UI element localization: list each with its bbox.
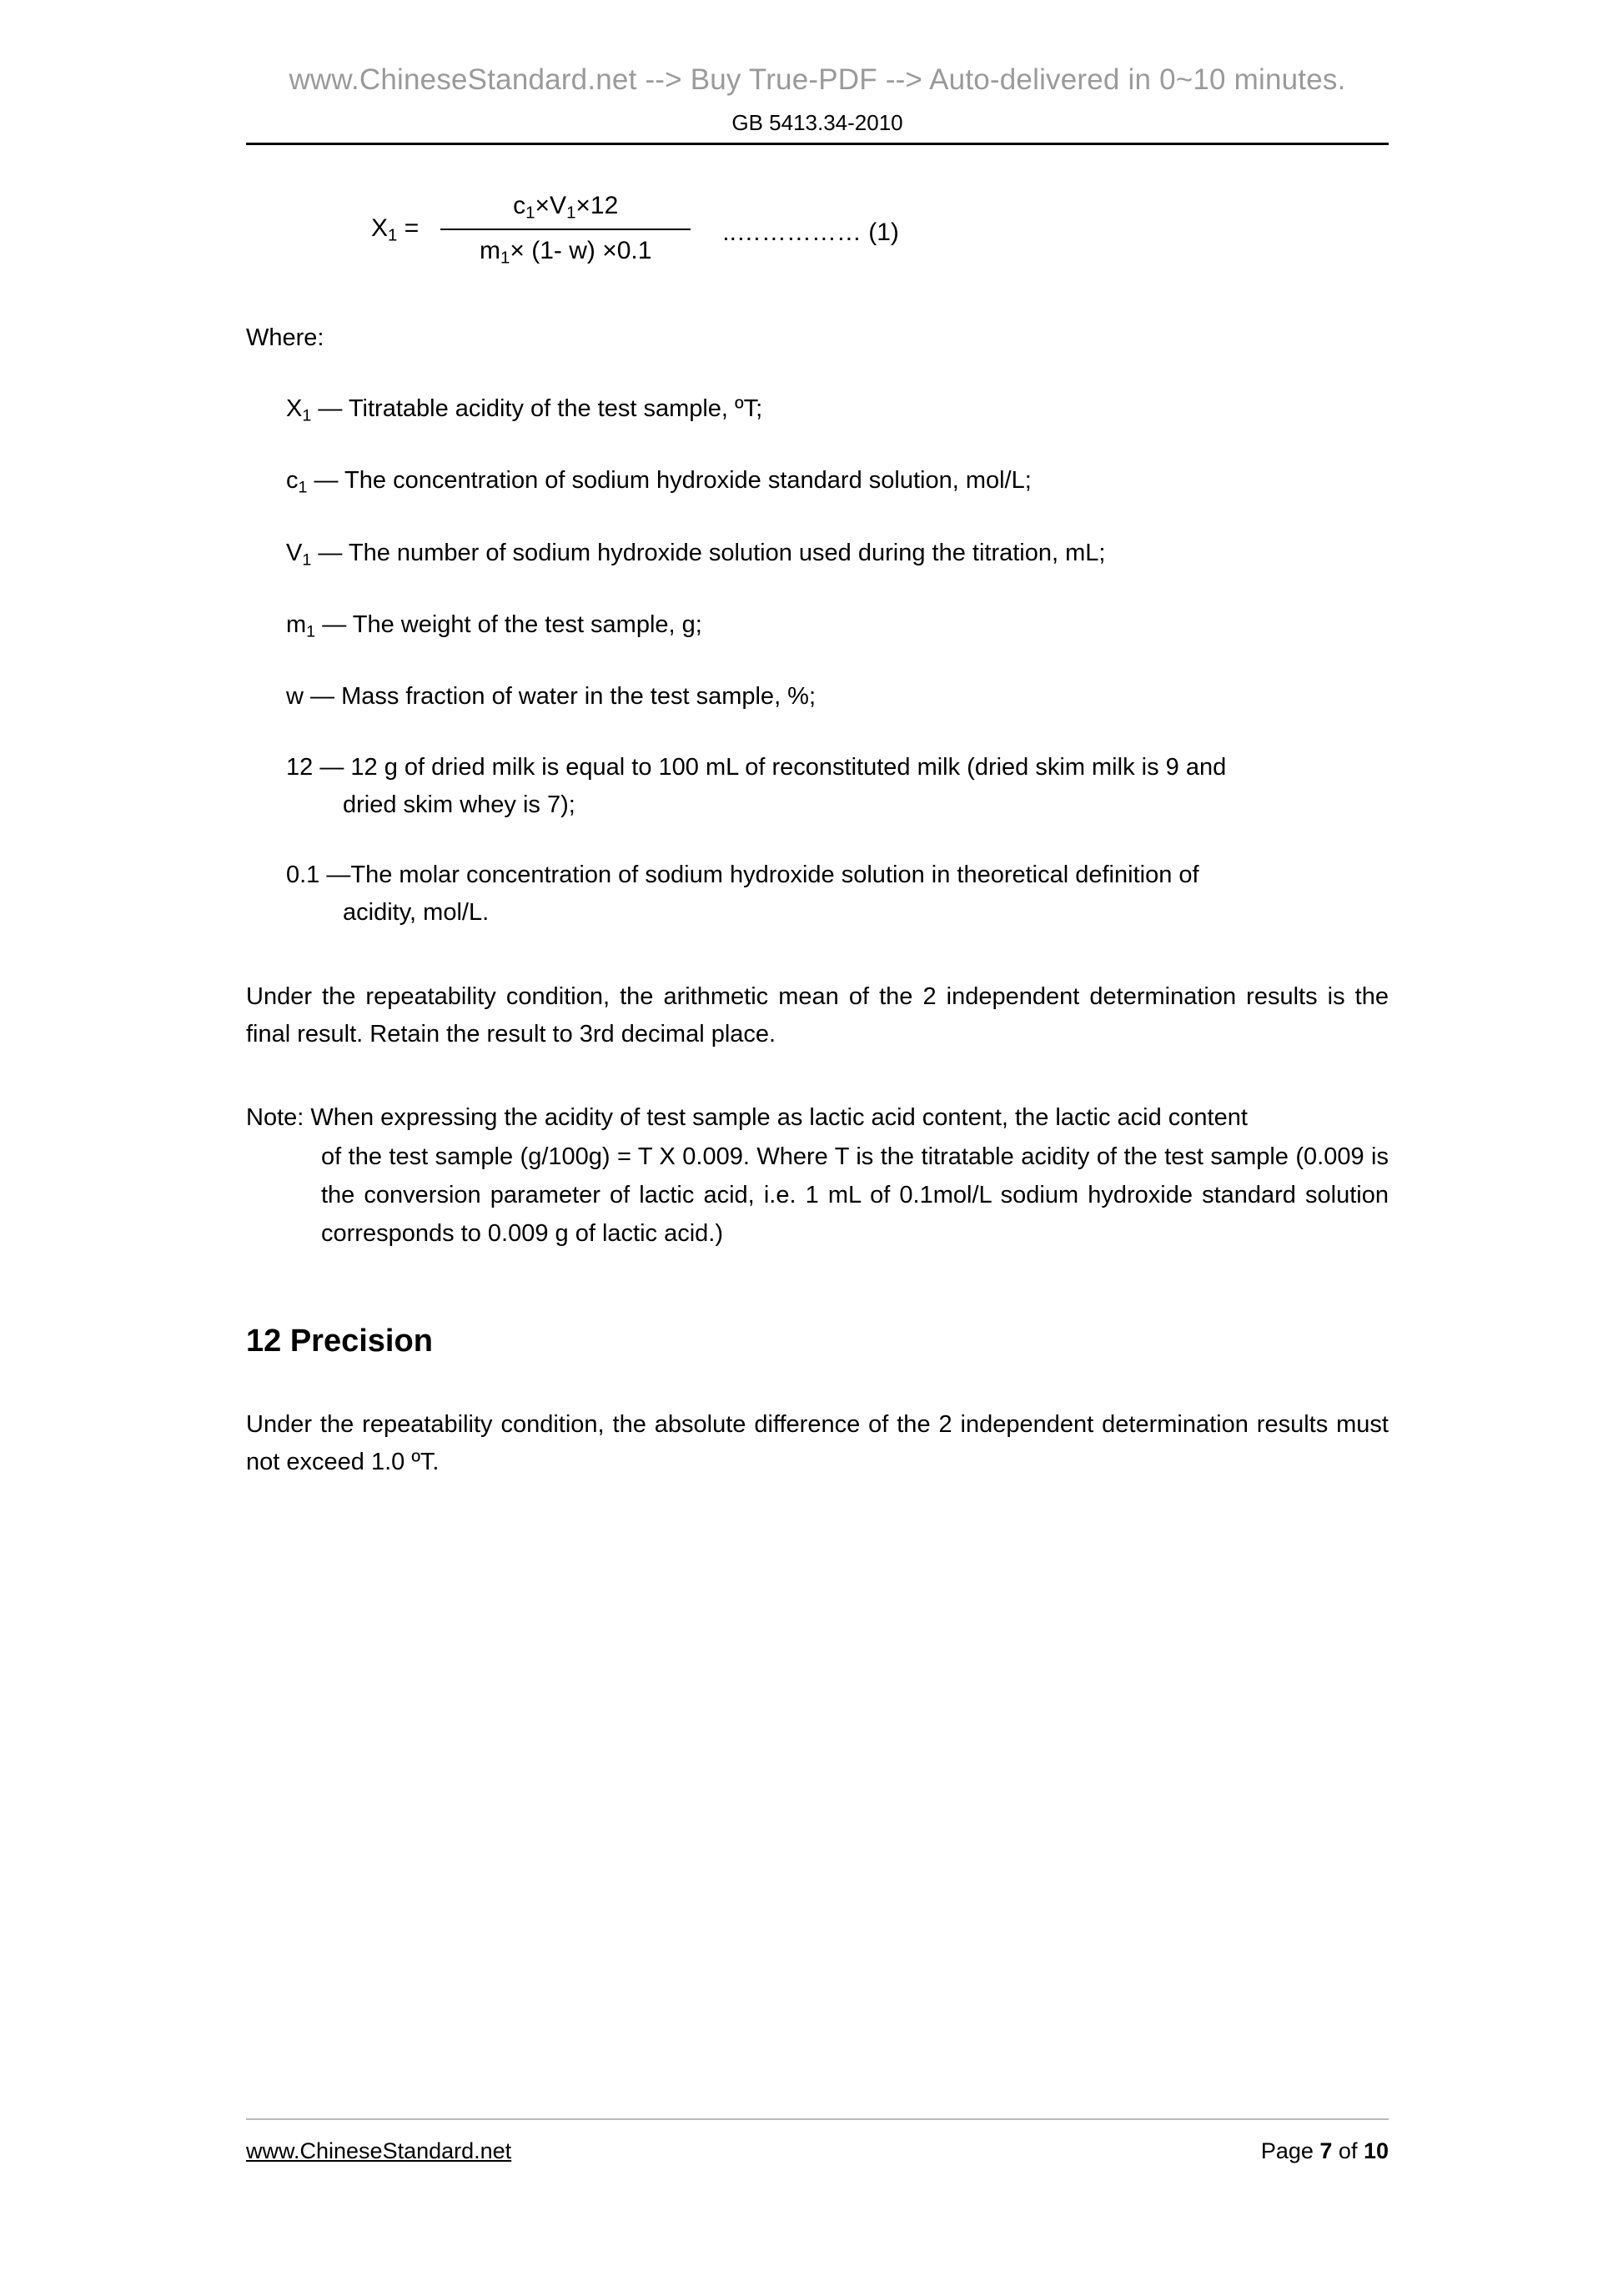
formula-leader-dots: ..…………… xyxy=(722,218,862,246)
section-heading-precision: 12 Precision xyxy=(246,1323,433,1359)
definition-symbol: m xyxy=(286,610,307,638)
definition-continuation: dried skim whey is 7); xyxy=(343,791,575,818)
definition-symbol-subscript: 1 xyxy=(298,478,308,497)
where-label: Where: xyxy=(246,324,324,352)
footer-page-indicator xyxy=(1261,2138,1389,2164)
formula-variable-x: X xyxy=(371,214,389,242)
repeatability-paragraph: Under the repeatability condition, the arithmetic mean of the 2 independent determination results is the final result. Retain the result to 3rd decimal place. xyxy=(246,983,1389,1048)
definition-text: — The weight of the test sample, g; xyxy=(315,610,702,638)
formula-numerator xyxy=(440,192,691,229)
formula-fraction xyxy=(440,192,691,268)
definition-symbol-subscript: 1 xyxy=(306,622,316,641)
footer-page-number: 7 xyxy=(1319,2138,1333,2163)
definition-item-x1 xyxy=(286,390,1389,429)
numerator-c-subscript: 1 xyxy=(525,203,535,223)
footer-page-mid: of xyxy=(1332,2138,1364,2163)
footer-row xyxy=(246,2138,1389,2164)
denominator-m: m xyxy=(480,236,501,264)
definition-text: — Titratable acidity of the test sample, ºT; xyxy=(311,395,763,423)
page-footer xyxy=(246,2118,1389,2164)
note-lead-text: Note: When expressing the acidity of test sample as lactic acid content, the lactic acid content xyxy=(246,1104,1248,1132)
definition-item-w xyxy=(286,678,1389,716)
definition-symbol: 0.1 xyxy=(286,862,320,889)
formula-variable-x-subscript: 1 xyxy=(388,226,398,245)
denominator-m-subscript: 1 xyxy=(500,249,510,268)
footer-website-link[interactable]: www.ChineseStandard.net xyxy=(246,2138,512,2163)
denominator-rest: × (1- w) ×0.1 xyxy=(510,236,652,264)
definition-text: —The molar concentration of sodium hydroxide solution in theoretical definition of xyxy=(319,862,1199,889)
definition-list xyxy=(286,390,1389,932)
page-content xyxy=(246,0,1389,1481)
definition-item-v1 xyxy=(286,535,1389,573)
formula-number-group xyxy=(691,214,899,247)
formula-left-side xyxy=(371,214,440,246)
formula-1 xyxy=(246,192,1389,268)
precision-paragraph: Under the repeatability condition, the absolute difference of the 2 independent determination results must not exceed 1.0 ºT. xyxy=(246,1410,1389,1475)
numerator-c: c xyxy=(513,192,526,219)
definition-symbol: w xyxy=(286,682,304,710)
definition-symbol-subscript: 1 xyxy=(302,550,312,570)
numerator-times-1: × xyxy=(535,192,550,219)
definition-symbol: c xyxy=(286,467,299,495)
definition-item-12 xyxy=(286,749,1389,824)
note-block xyxy=(246,1098,1389,1254)
numerator-v: V xyxy=(550,192,567,219)
formula-denominator xyxy=(440,230,691,269)
formula-equals: = xyxy=(404,214,420,242)
footer-page-total: 10 xyxy=(1363,2138,1389,2163)
definition-item-c1 xyxy=(286,462,1389,500)
definition-text: — The number of sodium hydroxide solution used during the titration, mL; xyxy=(311,539,1106,566)
numerator-v-subscript: 1 xyxy=(566,203,576,223)
formula-number: (1) xyxy=(868,218,899,246)
definition-symbol: X xyxy=(286,395,303,423)
numerator-times-12: ×12 xyxy=(575,192,619,219)
definition-symbol: V xyxy=(286,539,303,566)
definition-item-01 xyxy=(286,857,1389,932)
header-standard-code: GB 5413.34-2010 xyxy=(731,110,903,135)
header-watermark: www.ChineseStandard.net --> Buy True-PDF --> Auto-delivered in 0~10 minutes. xyxy=(289,63,1346,96)
definition-continuation: acidity, mol/L. xyxy=(343,899,490,927)
definition-symbol: 12 xyxy=(286,753,314,781)
definition-text: — 12 g of dried milk is equal to 100 mL of reconstituted milk (dried skim milk is 9 and xyxy=(313,753,1227,781)
footer-divider xyxy=(246,2118,1389,2120)
definition-text: — Mass fraction of water in the test sample, %; xyxy=(303,682,817,710)
definition-text: — The concentration of sodium hydroxide standard solution, mol/L; xyxy=(307,467,1032,495)
note-body-text: of the test sample (g/100g) = T X 0.009. Where T is the titratable acidity of the test sample (0.009 is the conversion parameter of lactic acid, i.e. 1 mL of 0.1mol/L sodium hydroxide standard solution corresponds to 0.009 g of lactic acid.) xyxy=(321,1143,1389,1248)
header-divider xyxy=(246,143,1389,145)
definition-item-m1 xyxy=(286,606,1389,645)
definition-symbol-subscript: 1 xyxy=(302,406,312,425)
footer-page-prefix: Page xyxy=(1260,2138,1320,2163)
